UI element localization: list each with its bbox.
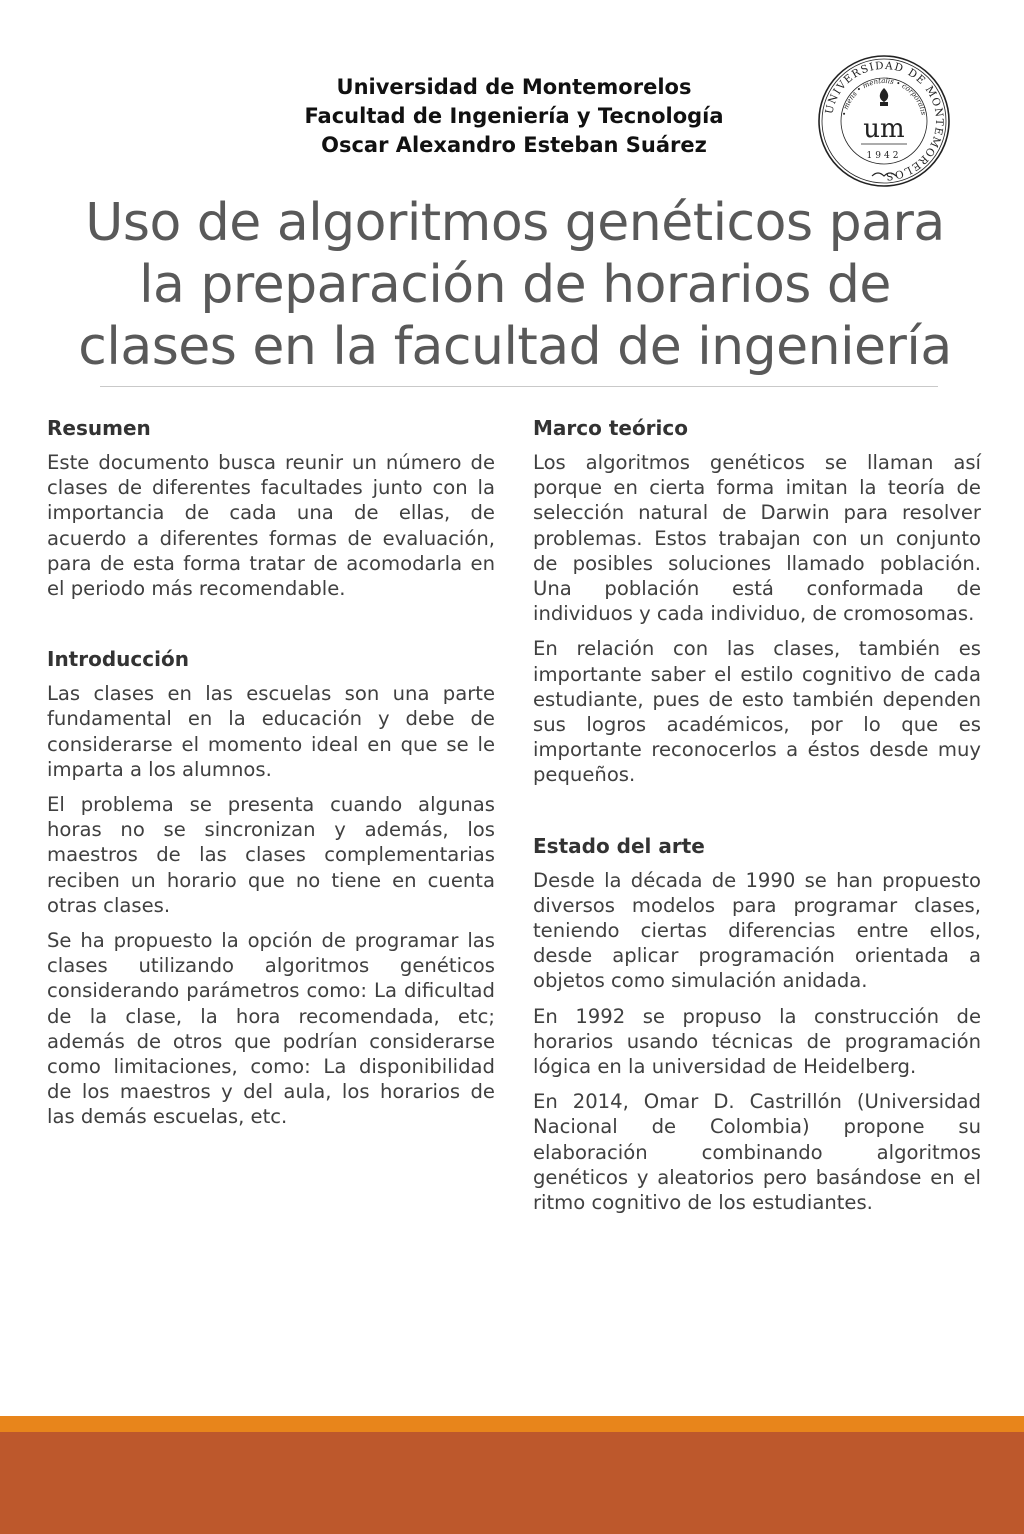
introduccion-heading: Introducción (47, 647, 189, 672)
torch-flame-icon (880, 88, 888, 102)
header-block (200, 73, 828, 160)
introduccion-paragraph: Las clases en las escuelas son una parte fundamental en la educación y debe de considerarse el momento ideal en que se le imparta a los alumnos. (47, 682, 495, 781)
introduccion-paragraph: El problema se presenta cuando algunas horas no se sincronizan y además, los maestros de las clases complementarias reciben un horario que no tiene en cuenta otras clases. (47, 793, 495, 917)
author-name: Oscar Alexandro Esteban Suárez (321, 133, 707, 157)
marco-teorico-paragraph: Los algoritmos genéticos se llaman así porque en cierta forma imitan la teoría de selección natural de Darwin para resolver problemas. Estos trabajan con un conjunto de posibles soluciones llamado población. Una población está conformada de individuos y cada individuo, de cromosomas. (533, 451, 981, 626)
poster-title (60, 192, 970, 378)
seal-monogram: um (863, 114, 905, 144)
faculty-name: Facultad de Ingeniería y Tecnología (304, 104, 724, 128)
university-seal-icon (817, 54, 951, 188)
estado-del-arte-heading: Estado del arte (533, 833, 705, 858)
seal-outer-text: UNIVERSIDAD DE MONTEMORELOS (823, 59, 946, 183)
title-line: Uso de algoritmos genéticos para (85, 193, 945, 253)
footer-band (0, 1432, 1024, 1534)
resumen-paragraph: Este documento busca reunir un número de clases de diferentes facultades junto con la importancia de cada una de ellas, de acuerdo a diferentes formas de evaluación, para de esta forma tratar de acomodarla en el periodo más recomendable. (47, 451, 495, 601)
marco-teorico-paragraph: En relación con las clases, también es importante saber el estilo cognitivo de cada estudiante, pues de esto también dependen sus logros académicos, por lo que es importante reconocerlos a éstos desde muy pequeños. (533, 637, 981, 787)
marco-teorico-heading: Marco teórico (533, 416, 688, 440)
resumen-heading: Resumen (47, 416, 151, 440)
estado-del-arte-paragraph: En 2014, Omar D. Castrillón (Universidad Nacional de Colombia) propone su elaboración combinando algoritmos genéticos y aleatorios pero basándose en el ritmo cognitivo de los estudiantes. (533, 1090, 981, 1215)
title-line: clases en la facultad de ingeniería (78, 317, 952, 377)
estado-del-arte-paragraph: Desde la década de 1990 se han propuesto diversos modelos para programar clases, teniendo ciertas diferencias entre ellos, desde aplicar programación orientada a objetos como simulación anidada. (533, 868, 981, 993)
seal-year: 1942 (866, 151, 902, 161)
seal-inner-text: • mens • mentalis • corporalis (840, 76, 928, 117)
title-line: la preparación de horarios de (139, 255, 891, 315)
title-divider (100, 386, 938, 387)
university-name: Universidad de Montemorelos (336, 75, 692, 99)
footer-accent-bar (0, 1416, 1024, 1432)
introduccion-paragraph: Se ha propuesto la opción de programar las clases utilizando algoritmos genéticos considerando parámetros como: La dificultad de la clase, la hora recomendada, etc; además de otros que podrían considerarse como limitaciones, como: La disponibilidad de los maestros y del aula, los horarios de las demás escuelas, etc. (47, 929, 495, 1129)
right-column (533, 414, 981, 1225)
estado-del-arte-paragraph: En 1992 se propuso la construcción de horarios usando técnicas de programación lógica en la universidad de Heidelberg. (533, 1004, 981, 1079)
left-column (47, 414, 495, 1140)
